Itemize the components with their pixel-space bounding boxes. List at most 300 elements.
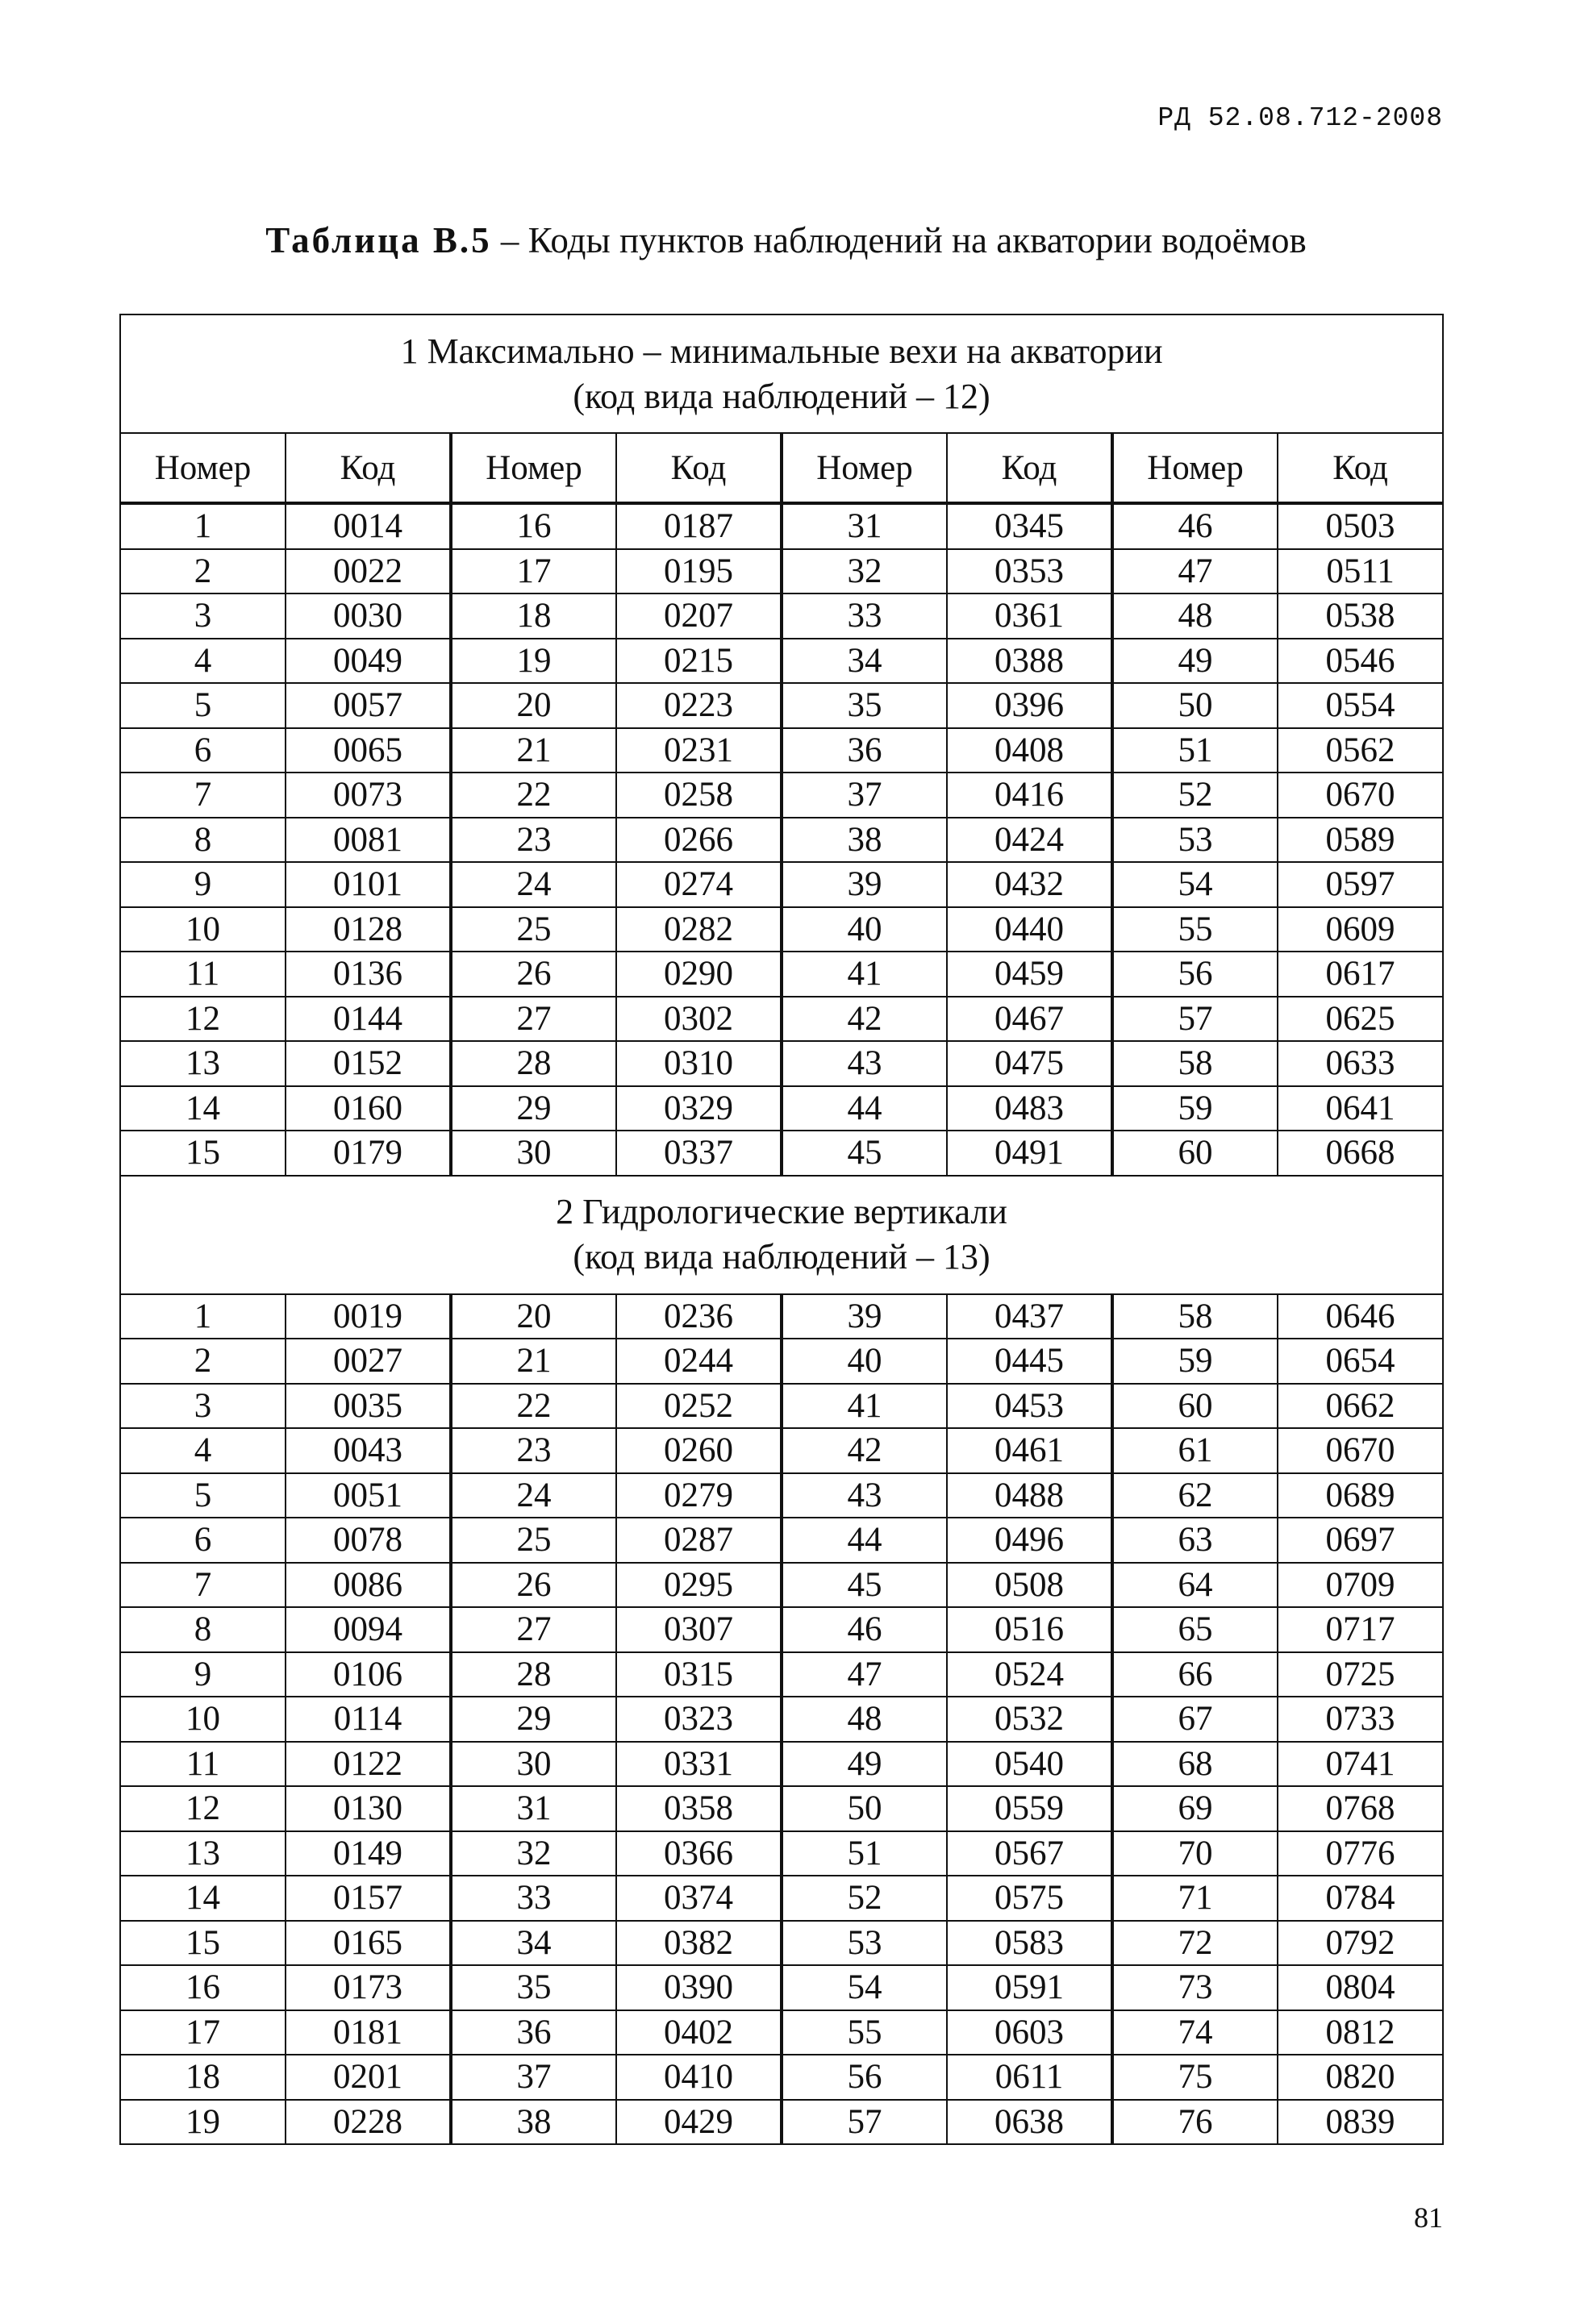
cell-number: 13 <box>120 1831 286 1876</box>
table-row <box>120 1786 1443 1831</box>
cell-code: 0078 <box>286 1518 451 1563</box>
cell-code: 0641 <box>1278 1086 1443 1131</box>
cell-number: 36 <box>782 728 947 773</box>
cell-number: 21 <box>451 1339 616 1384</box>
cell-number: 41 <box>782 952 947 997</box>
cell-number: 7 <box>120 773 286 818</box>
column-header-code: Код <box>286 433 451 503</box>
cell-number: 41 <box>782 1384 947 1429</box>
cell-number: 4 <box>120 639 286 684</box>
cell-number: 29 <box>451 1086 616 1131</box>
cell-code: 0065 <box>286 728 451 773</box>
cell-code: 0149 <box>286 1831 451 1876</box>
cell-number: 11 <box>120 1742 286 1787</box>
cell-number: 34 <box>451 1921 616 1966</box>
table-row <box>120 1384 1443 1429</box>
cell-number: 7 <box>120 1563 286 1608</box>
cell-code: 0019 <box>286 1294 451 1339</box>
cell-code: 0252 <box>616 1384 782 1429</box>
section-header-row <box>120 1176 1443 1294</box>
cell-number: 13 <box>120 1041 286 1086</box>
cell-number: 6 <box>120 1518 286 1563</box>
table-row <box>120 639 1443 684</box>
table-row <box>120 728 1443 773</box>
cell-code: 0130 <box>286 1786 451 1831</box>
cell-number: 10 <box>120 1697 286 1742</box>
cell-code: 0282 <box>616 907 782 952</box>
cell-code: 0583 <box>947 1921 1112 1966</box>
cell-code: 0524 <box>947 1652 1112 1697</box>
cell-code: 0784 <box>1278 1876 1443 1921</box>
cell-code: 0839 <box>1278 2100 1443 2145</box>
cell-code: 0051 <box>286 1473 451 1518</box>
cell-code: 0491 <box>947 1131 1112 1176</box>
cell-number: 27 <box>451 1607 616 1652</box>
table-row <box>120 1652 1443 1697</box>
cell-number: 8 <box>120 1607 286 1652</box>
cell-code: 0049 <box>286 639 451 684</box>
table-row <box>120 1294 1443 1339</box>
table-row <box>120 1965 1443 2010</box>
cell-code: 0532 <box>947 1697 1112 1742</box>
cell-number: 32 <box>782 549 947 594</box>
cell-code: 0554 <box>1278 683 1443 728</box>
section-title-line2: (код вида наблюдений – 13) <box>573 1237 990 1277</box>
cell-number: 30 <box>451 1742 616 1787</box>
table-row <box>120 1563 1443 1608</box>
table-row <box>120 683 1443 728</box>
cell-code: 0741 <box>1278 1742 1443 1787</box>
cell-code: 0094 <box>286 1607 451 1652</box>
cell-code: 0195 <box>616 549 782 594</box>
cell-code: 0461 <box>947 1428 1112 1473</box>
cell-number: 25 <box>451 1518 616 1563</box>
table-row <box>120 2100 1443 2145</box>
cell-number: 33 <box>451 1876 616 1921</box>
cell-number: 58 <box>1112 1294 1278 1339</box>
table-title <box>0 219 1572 261</box>
cell-code: 0437 <box>947 1294 1112 1339</box>
cell-number: 21 <box>451 728 616 773</box>
cell-code: 0508 <box>947 1563 1112 1608</box>
cell-number: 11 <box>120 952 286 997</box>
cell-number: 68 <box>1112 1742 1278 1787</box>
cell-number: 37 <box>451 2055 616 2100</box>
cell-number: 71 <box>1112 1876 1278 1921</box>
cell-code: 0323 <box>616 1697 782 1742</box>
cell-code: 0697 <box>1278 1518 1443 1563</box>
cell-code: 0114 <box>286 1697 451 1742</box>
cell-code: 0475 <box>947 1041 1112 1086</box>
cell-code: 0173 <box>286 1965 451 2010</box>
cell-number: 76 <box>1112 2100 1278 2145</box>
cell-number: 37 <box>782 773 947 818</box>
cell-number: 1 <box>120 503 286 549</box>
cell-number: 60 <box>1112 1384 1278 1429</box>
cell-code: 0043 <box>286 1428 451 1473</box>
table-row <box>120 1921 1443 1966</box>
cell-code: 0483 <box>947 1086 1112 1131</box>
cell-number: 75 <box>1112 2055 1278 2100</box>
cell-code: 0160 <box>286 1086 451 1131</box>
cell-number: 52 <box>1112 773 1278 818</box>
cell-code: 0086 <box>286 1563 451 1608</box>
cell-number: 61 <box>1112 1428 1278 1473</box>
cell-number: 59 <box>1112 1339 1278 1384</box>
cell-number: 74 <box>1112 2010 1278 2055</box>
cell-code: 0287 <box>616 1518 782 1563</box>
cell-number: 49 <box>1112 639 1278 684</box>
cell-number: 2 <box>120 1339 286 1384</box>
cell-number: 46 <box>1112 503 1278 549</box>
cell-number: 12 <box>120 997 286 1042</box>
table-row <box>120 1339 1443 1384</box>
table-row <box>120 1473 1443 1518</box>
cell-code: 0459 <box>947 952 1112 997</box>
cell-number: 57 <box>782 2100 947 2145</box>
cell-code: 0488 <box>947 1473 1112 1518</box>
cell-number: 34 <box>782 639 947 684</box>
cell-code: 0709 <box>1278 1563 1443 1608</box>
table-row <box>120 1831 1443 1876</box>
cell-number: 49 <box>782 1742 947 1787</box>
cell-number: 72 <box>1112 1921 1278 1966</box>
cell-code: 0646 <box>1278 1294 1443 1339</box>
column-header-number: Номер <box>782 433 947 503</box>
cell-number: 35 <box>451 1965 616 2010</box>
cell-number: 24 <box>451 862 616 907</box>
cell-code: 0231 <box>616 728 782 773</box>
cell-code: 0073 <box>286 773 451 818</box>
column-header-row <box>120 433 1443 503</box>
cell-code: 0345 <box>947 503 1112 549</box>
cell-number: 66 <box>1112 1652 1278 1697</box>
cell-number: 43 <box>782 1041 947 1086</box>
cell-number: 15 <box>120 1131 286 1176</box>
cell-code: 0538 <box>1278 593 1443 639</box>
cell-code: 0244 <box>616 1339 782 1384</box>
cell-number: 55 <box>1112 907 1278 952</box>
cell-code: 0776 <box>1278 1831 1443 1876</box>
cell-code: 0516 <box>947 1607 1112 1652</box>
section-title-line1: 1 Максимально – минимальные вехи на акватории <box>400 331 1163 371</box>
cell-number: 59 <box>1112 1086 1278 1131</box>
codes-table <box>119 314 1444 2145</box>
cell-code: 0402 <box>616 2010 782 2055</box>
table-row <box>120 1041 1443 1086</box>
cell-code: 0546 <box>1278 639 1443 684</box>
cell-number: 38 <box>782 818 947 863</box>
cell-number: 70 <box>1112 1831 1278 1876</box>
cell-code: 0617 <box>1278 952 1443 997</box>
cell-code: 0358 <box>616 1786 782 1831</box>
cell-number: 53 <box>1112 818 1278 863</box>
cell-code: 0307 <box>616 1607 782 1652</box>
cell-number: 16 <box>451 503 616 549</box>
cell-number: 56 <box>782 2055 947 2100</box>
cell-number: 51 <box>782 1831 947 1876</box>
cell-number: 19 <box>451 639 616 684</box>
cell-code: 0432 <box>947 862 1112 907</box>
cell-number: 45 <box>782 1563 947 1608</box>
column-header-code: Код <box>1278 433 1443 503</box>
cell-code: 0410 <box>616 2055 782 2100</box>
cell-number: 9 <box>120 1652 286 1697</box>
cell-code: 0638 <box>947 2100 1112 2145</box>
table-row <box>120 907 1443 952</box>
cell-code: 0429 <box>616 2100 782 2145</box>
table-row <box>120 549 1443 594</box>
column-header-code: Код <box>947 433 1112 503</box>
cell-code: 0274 <box>616 862 782 907</box>
cell-number: 20 <box>451 683 616 728</box>
cell-number: 47 <box>782 1652 947 1697</box>
cell-number: 23 <box>451 818 616 863</box>
column-header-number: Номер <box>120 433 286 503</box>
table-row <box>120 1876 1443 1921</box>
table-row <box>120 997 1443 1042</box>
column-header-number: Номер <box>451 433 616 503</box>
cell-number: 54 <box>782 1965 947 2010</box>
cell-number: 67 <box>1112 1697 1278 1742</box>
cell-number: 52 <box>782 1876 947 1921</box>
cell-number: 55 <box>782 2010 947 2055</box>
section-title <box>120 314 1443 433</box>
cell-code: 0603 <box>947 2010 1112 2055</box>
cell-number: 6 <box>120 728 286 773</box>
cell-code: 0804 <box>1278 1965 1443 2010</box>
cell-number: 22 <box>451 1384 616 1429</box>
cell-code: 0035 <box>286 1384 451 1429</box>
section-title-line2: (код вида наблюдений – 12) <box>573 376 990 416</box>
cell-number: 44 <box>782 1518 947 1563</box>
table-title-lead: Таблица В.5 <box>265 220 492 260</box>
cell-number: 33 <box>782 593 947 639</box>
cell-code: 0820 <box>1278 2055 1443 2100</box>
cell-number: 26 <box>451 952 616 997</box>
section-title <box>120 1176 1443 1294</box>
cell-code: 0668 <box>1278 1131 1443 1176</box>
cell-number: 51 <box>1112 728 1278 773</box>
cell-number: 3 <box>120 593 286 639</box>
cell-number: 50 <box>782 1786 947 1831</box>
cell-code: 0057 <box>286 683 451 728</box>
cell-code: 0611 <box>947 2055 1112 2100</box>
cell-number: 18 <box>120 2055 286 2100</box>
table-row <box>120 818 1443 863</box>
cell-code: 0670 <box>1278 1428 1443 1473</box>
table-row <box>120 503 1443 549</box>
cell-code: 0279 <box>616 1473 782 1518</box>
cell-code: 0812 <box>1278 2010 1443 2055</box>
cell-number: 5 <box>120 683 286 728</box>
cell-code: 0152 <box>286 1041 451 1086</box>
cell-code: 0157 <box>286 1876 451 1921</box>
table-row <box>120 1697 1443 1742</box>
cell-number: 24 <box>451 1473 616 1518</box>
cell-code: 0022 <box>286 549 451 594</box>
cell-number: 45 <box>782 1131 947 1176</box>
cell-code: 0207 <box>616 593 782 639</box>
cell-code: 0382 <box>616 1921 782 1966</box>
page-number: 81 <box>1414 2201 1443 2234</box>
cell-code: 0290 <box>616 952 782 997</box>
cell-code: 0014 <box>286 503 451 549</box>
cell-number: 1 <box>120 1294 286 1339</box>
cell-number: 60 <box>1112 1131 1278 1176</box>
table-row <box>120 1518 1443 1563</box>
cell-number: 44 <box>782 1086 947 1131</box>
cell-number: 14 <box>120 1876 286 1921</box>
cell-code: 0228 <box>286 2100 451 2145</box>
cell-number: 65 <box>1112 1607 1278 1652</box>
cell-number: 28 <box>451 1041 616 1086</box>
cell-code: 0361 <box>947 593 1112 639</box>
document-code: РД 52.08.712-2008 <box>1157 103 1443 133</box>
cell-number: 35 <box>782 683 947 728</box>
cell-code: 0329 <box>616 1086 782 1131</box>
cell-code: 0496 <box>947 1518 1112 1563</box>
table-title-text: – Коды пунктов наблюдений на акватории водоёмов <box>491 220 1307 260</box>
cell-code: 0081 <box>286 818 451 863</box>
cell-code: 0260 <box>616 1428 782 1473</box>
cell-number: 28 <box>451 1652 616 1697</box>
cell-code: 0575 <box>947 1876 1112 1921</box>
cell-code: 0315 <box>616 1652 782 1697</box>
cell-number: 5 <box>120 1473 286 1518</box>
cell-number: 3 <box>120 1384 286 1429</box>
cell-code: 0717 <box>1278 1607 1443 1652</box>
cell-code: 0725 <box>1278 1652 1443 1697</box>
cell-number: 62 <box>1112 1473 1278 1518</box>
cell-code: 0689 <box>1278 1473 1443 1518</box>
cell-code: 0181 <box>286 2010 451 2055</box>
cell-number: 20 <box>451 1294 616 1339</box>
cell-code: 0337 <box>616 1131 782 1176</box>
cell-number: 31 <box>451 1786 616 1831</box>
cell-number: 73 <box>1112 1965 1278 2010</box>
table-row <box>120 1428 1443 1473</box>
cell-number: 40 <box>782 907 947 952</box>
cell-code: 0440 <box>947 907 1112 952</box>
table-row <box>120 1742 1443 1787</box>
cell-number: 22 <box>451 773 616 818</box>
cell-code: 0609 <box>1278 907 1443 952</box>
cell-number: 48 <box>782 1697 947 1742</box>
cell-number: 57 <box>1112 997 1278 1042</box>
cell-code: 0591 <box>947 1965 1112 2010</box>
column-header-number: Номер <box>1112 433 1278 503</box>
cell-code: 0416 <box>947 773 1112 818</box>
cell-code: 0511 <box>1278 549 1443 594</box>
cell-number: 29 <box>451 1697 616 1742</box>
cell-code: 0388 <box>947 639 1112 684</box>
table-row <box>120 773 1443 818</box>
cell-code: 0597 <box>1278 862 1443 907</box>
cell-code: 0201 <box>286 2055 451 2100</box>
cell-code: 0625 <box>1278 997 1443 1042</box>
cell-code: 0128 <box>286 907 451 952</box>
cell-number: 43 <box>782 1473 947 1518</box>
cell-code: 0122 <box>286 1742 451 1787</box>
cell-code: 0136 <box>286 952 451 997</box>
cell-code: 0179 <box>286 1131 451 1176</box>
table-row <box>120 952 1443 997</box>
cell-number: 54 <box>1112 862 1278 907</box>
cell-number: 64 <box>1112 1563 1278 1608</box>
cell-code: 0236 <box>616 1294 782 1339</box>
cell-number: 40 <box>782 1339 947 1384</box>
cell-code: 0295 <box>616 1563 782 1608</box>
table-row <box>120 1607 1443 1652</box>
cell-number: 4 <box>120 1428 286 1473</box>
table-row <box>120 1086 1443 1131</box>
cell-number: 50 <box>1112 683 1278 728</box>
cell-number: 26 <box>451 1563 616 1608</box>
cell-code: 0030 <box>286 593 451 639</box>
cell-number: 36 <box>451 2010 616 2055</box>
cell-code: 0733 <box>1278 1697 1443 1742</box>
cell-number: 42 <box>782 997 947 1042</box>
cell-number: 39 <box>782 862 947 907</box>
section-header-row <box>120 314 1443 433</box>
cell-code: 0567 <box>947 1831 1112 1876</box>
cell-code: 0792 <box>1278 1921 1443 1966</box>
cell-code: 0445 <box>947 1339 1112 1384</box>
cell-code: 0144 <box>286 997 451 1042</box>
cell-code: 0302 <box>616 997 782 1042</box>
cell-number: 10 <box>120 907 286 952</box>
cell-code: 0366 <box>616 1831 782 1876</box>
cell-number: 48 <box>1112 593 1278 639</box>
cell-number: 12 <box>120 1786 286 1831</box>
cell-code: 0310 <box>616 1041 782 1086</box>
cell-code: 0670 <box>1278 773 1443 818</box>
table-row <box>120 2010 1443 2055</box>
cell-number: 17 <box>451 549 616 594</box>
cell-number: 27 <box>451 997 616 1042</box>
cell-number: 42 <box>782 1428 947 1473</box>
table-row <box>120 2055 1443 2100</box>
cell-number: 56 <box>1112 952 1278 997</box>
cell-code: 0106 <box>286 1652 451 1697</box>
cell-number: 32 <box>451 1831 616 1876</box>
cell-number: 30 <box>451 1131 616 1176</box>
cell-code: 0390 <box>616 1965 782 2010</box>
cell-number: 31 <box>782 503 947 549</box>
cell-number: 39 <box>782 1294 947 1339</box>
cell-number: 14 <box>120 1086 286 1131</box>
cell-code: 0027 <box>286 1339 451 1384</box>
cell-code: 0503 <box>1278 503 1443 549</box>
cell-code: 0187 <box>616 503 782 549</box>
cell-number: 46 <box>782 1607 947 1652</box>
cell-number: 47 <box>1112 549 1278 594</box>
cell-code: 0266 <box>616 818 782 863</box>
cell-number: 58 <box>1112 1041 1278 1086</box>
cell-code: 0215 <box>616 639 782 684</box>
cell-code: 0165 <box>286 1921 451 1966</box>
cell-code: 0353 <box>947 549 1112 594</box>
cell-code: 0540 <box>947 1742 1112 1787</box>
cell-code: 0258 <box>616 773 782 818</box>
cell-code: 0559 <box>947 1786 1112 1831</box>
cell-number: 15 <box>120 1921 286 1966</box>
cell-number: 9 <box>120 862 286 907</box>
cell-code: 0589 <box>1278 818 1443 863</box>
cell-code: 0223 <box>616 683 782 728</box>
column-header-code: Код <box>616 433 782 503</box>
